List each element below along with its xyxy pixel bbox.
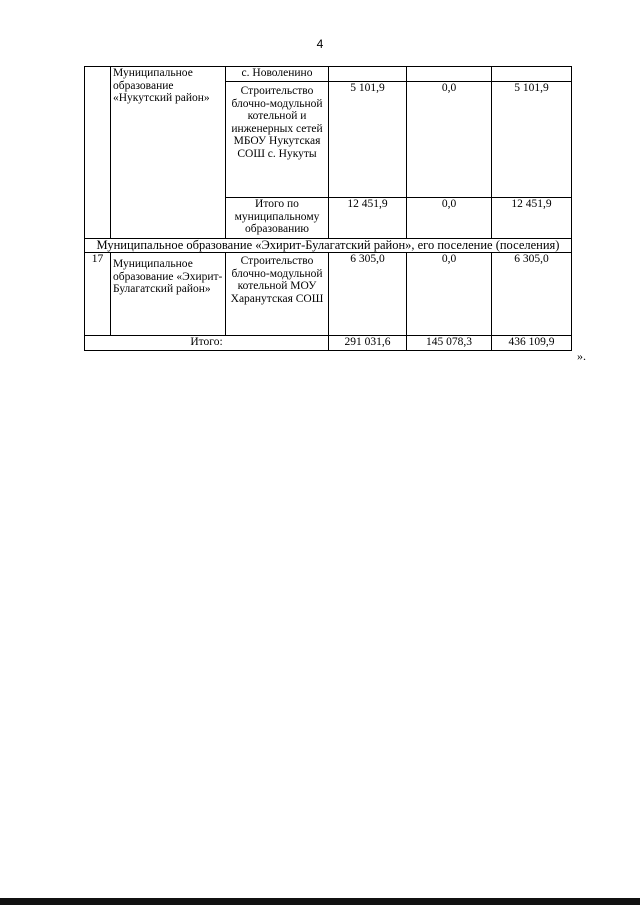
total-label: Итого: [85, 336, 329, 351]
description-cell: Итого по муниципальному образованию [226, 198, 329, 239]
section-heading: Муниципальное образование «Эхирит-Булагатский район», его поселение (поселения) [85, 239, 572, 253]
amount-cell: 0,0 [407, 82, 492, 198]
table-row [85, 253, 572, 336]
municipality-cell: Муниципальное образование «Нукутский район» [111, 67, 226, 239]
description-cell: Строительство блочно-модульной котельной и инженерных сетей МБОУ Нукутская СОШ с. Нукуты [226, 82, 329, 198]
amount-cell: 0,0 [407, 198, 492, 239]
total-amount-cell: 436 109,9 [492, 336, 572, 351]
description-cell: с. Новоленино [226, 67, 329, 82]
closing-quote: ». [577, 349, 586, 363]
amount-cell [407, 67, 492, 82]
row-index-cell: 17 [85, 253, 111, 336]
amount-cell: 0,0 [407, 253, 492, 336]
municipality-cell: Муниципальное образование «Эхирит-Булагатский район» [111, 253, 226, 336]
section-row [85, 239, 572, 253]
amount-cell [492, 67, 572, 82]
table-row [85, 67, 572, 82]
amount-cell: 12 451,9 [329, 198, 407, 239]
scan-edge-bar [0, 898, 640, 905]
amount-cell: 5 101,9 [492, 82, 572, 198]
total-amount-cell: 291 031,6 [329, 336, 407, 351]
page-number: 4 [316, 37, 324, 51]
amount-cell: 5 101,9 [329, 82, 407, 198]
amount-cell [329, 67, 407, 82]
description-cell: Строительство блочно-модульной котельной МОУ Харанутская СОШ [226, 253, 329, 336]
total-amount-cell: 145 078,3 [407, 336, 492, 351]
budget-table [84, 66, 572, 351]
amount-cell: 6 305,0 [329, 253, 407, 336]
amount-cell: 12 451,9 [492, 198, 572, 239]
total-row [85, 336, 572, 351]
row-index-cell [85, 67, 111, 239]
amount-cell: 6 305,0 [492, 253, 572, 336]
